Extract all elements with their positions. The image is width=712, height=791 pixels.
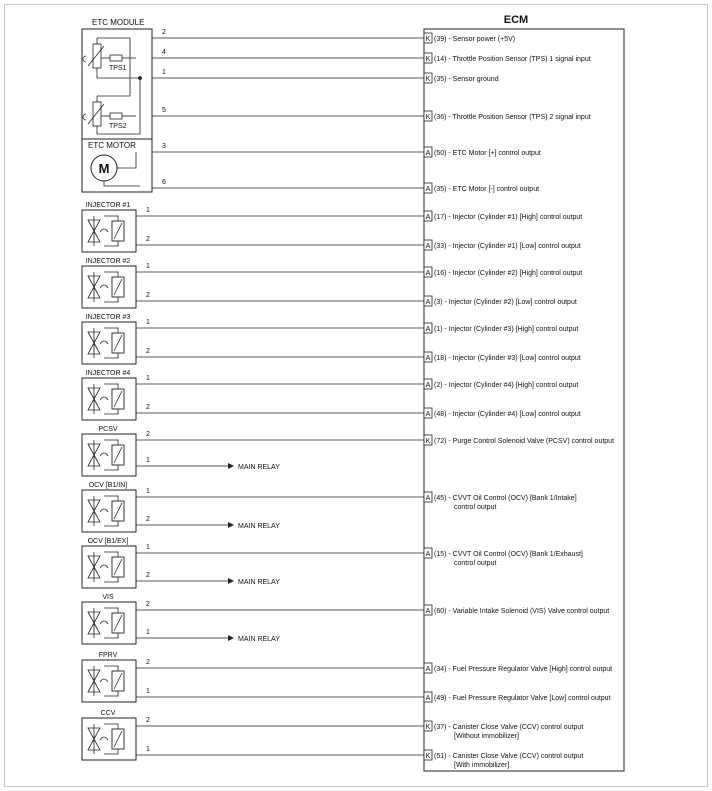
pin-number: 6	[162, 179, 166, 186]
coil-lead	[104, 496, 118, 501]
coil-diagonal	[114, 335, 122, 351]
curved-arrow-icon	[100, 453, 108, 456]
pin-number: 2	[146, 717, 150, 724]
solenoid-component	[82, 710, 136, 760]
ecm-pin-label: (2) - Injector (Cylinder #4) [High] control output	[434, 382, 579, 389]
connector-letter: K	[425, 36, 431, 43]
pin-number: 1	[162, 69, 166, 76]
ecm-pin-label: (72) - Purge Control Solenoid Valve (PCSV) control output	[434, 438, 615, 445]
coil-lead	[104, 241, 118, 246]
curved-arrow-icon	[100, 565, 108, 568]
connector-letter: A	[425, 695, 431, 702]
connector-letter: K	[425, 76, 431, 83]
pin-number: 2	[146, 659, 150, 666]
arrow-right-icon	[228, 463, 234, 469]
component-label: OCV [B1/EX]	[87, 538, 129, 545]
connector-letter: A	[425, 666, 431, 673]
coil-diagonal	[114, 279, 122, 295]
etc-module-title: ETC MODULE	[92, 18, 145, 27]
connector-letter: A	[425, 551, 431, 558]
ecm-pin-label: (37) - Canister Close Valve (CCV) control output	[434, 724, 584, 731]
connector-letter: A	[425, 150, 431, 157]
coil-lead	[104, 328, 118, 333]
coil-diagonal	[114, 223, 122, 239]
pin-number: 2	[162, 29, 166, 36]
main-relay-wire	[136, 629, 280, 643]
ecm-pin-label: (60) - Variable Intake Solenoid (VIS) Valve control output	[434, 608, 610, 615]
tps1-sensor	[83, 38, 127, 78]
main-relay-label: MAIN RELAY	[238, 636, 280, 643]
main-relay-label: MAIN RELAY	[238, 464, 280, 471]
ecm-pin-label: (48) - Injector (Cylinder #4) [Low] control output	[434, 411, 581, 418]
solenoid-component	[82, 202, 136, 252]
pin-number: 2	[146, 431, 150, 438]
curved-arrow-icon	[100, 397, 108, 400]
coil-diagonal	[114, 447, 122, 463]
connector-letter: A	[425, 214, 431, 221]
pin-number: 1	[146, 319, 150, 326]
pin-number: 2	[146, 601, 150, 608]
arrow-right-icon	[228, 578, 234, 584]
coil-diagonal	[114, 673, 122, 689]
coil-diagonal	[114, 615, 122, 631]
ecm-title: ECM	[503, 14, 529, 26]
component-label: INJECTOR #3	[85, 314, 131, 321]
etc-motor-title: ETC MOTOR	[88, 141, 136, 150]
solenoid-component	[82, 370, 136, 420]
ecm-pin-label: (15) - CVVT Oil Control (OCV) [Bank 1/Exhaust]	[434, 551, 583, 558]
ecm-pin-label: (50) - ETC Motor [+] control output	[434, 150, 541, 157]
ecm-pin-label: (49) - Fuel Pressure Regulator Valve [Low] control output	[434, 695, 611, 702]
ecm-pin-label: (51) - Canister Close Valve (CCV) control output	[434, 753, 584, 760]
connector-letter: K	[425, 56, 431, 63]
coil-lead	[104, 577, 118, 582]
component-label: INJECTOR #2	[85, 258, 131, 265]
connector-letter: A	[425, 382, 431, 389]
pin-number: 1	[146, 263, 150, 270]
curved-arrow-icon	[100, 737, 108, 740]
tps2-label: TPS2	[109, 123, 127, 130]
main-relay-label: MAIN RELAY	[238, 579, 280, 586]
coil-lead	[104, 440, 118, 445]
tps2-sensor	[83, 96, 127, 134]
component-label: FPRV	[98, 652, 118, 659]
motor-symbol: M	[98, 161, 110, 176]
ecm-pin-label: (45) - CVVT Oil Control (OCV) [Bank 1/Intake]	[434, 495, 577, 502]
component-label: INJECTOR #1	[85, 202, 131, 209]
connector-letter: A	[425, 608, 431, 615]
pin-number: 1	[146, 688, 150, 695]
component-layer	[82, 202, 280, 760]
pin-number: 1	[146, 457, 150, 464]
ecm-pin-label-cont: control output	[454, 504, 497, 511]
pin-number: 2	[146, 292, 150, 299]
component-label: VIS	[102, 594, 114, 601]
coil-lead	[104, 409, 118, 414]
ecm-pin-label: (36) - Throttle Position Sensor (TPS) 2 signal input	[434, 114, 591, 121]
pin-number: 3	[162, 143, 166, 150]
main-relay-label: MAIN RELAY	[238, 523, 280, 530]
coil-lead	[104, 465, 118, 470]
solenoid-component	[82, 538, 136, 588]
curved-arrow-icon	[100, 621, 108, 624]
curved-arrow-icon	[100, 341, 108, 344]
solenoid-component	[82, 314, 136, 364]
ecm-pin-label: (16) - Injector (Cylinder #2) [High] control output	[434, 270, 583, 277]
ecm-pin-label: (34) - Fuel Pressure Regulator Valve [High] control output	[434, 666, 613, 673]
coil-lead	[104, 384, 118, 389]
connector-letter: K	[425, 114, 431, 121]
ecm-pin-label: (17) - Injector (Cylinder #1) [High] control output	[434, 214, 583, 221]
ecm-pin-label: (39) - Sensor power (+5V)	[434, 36, 516, 43]
connector-letter: A	[425, 186, 431, 193]
component-label: OCV [B1/IN]	[88, 482, 128, 489]
connector-letter: A	[425, 411, 431, 418]
solenoid-component	[82, 652, 136, 702]
component-label: INJECTOR #4	[85, 370, 131, 377]
etc-internal-wiring	[97, 38, 142, 134]
coil-lead	[104, 353, 118, 358]
connector-letter: A	[425, 495, 431, 502]
component-label: PCSV	[98, 426, 118, 433]
coil-lead	[104, 691, 118, 696]
ecm-pin-label-cont: control output	[454, 560, 497, 567]
pin-number: 5	[162, 107, 166, 114]
arrow-right-icon	[228, 635, 234, 641]
pin-number: 1	[146, 544, 150, 551]
component-label: CCV	[100, 710, 116, 717]
pin-number: 2	[146, 516, 150, 523]
coil-diagonal	[114, 391, 122, 407]
connector-letter: A	[425, 299, 431, 306]
main-relay-wire	[136, 516, 280, 530]
motor-wiring-2	[104, 181, 140, 186]
tps1-label: TPS1	[109, 65, 127, 72]
pin-number: 1	[146, 375, 150, 382]
connector-letter: K	[425, 438, 431, 445]
coil-diagonal	[114, 731, 122, 747]
ecm-pin-label: (35) - Sensor ground	[434, 76, 499, 83]
coil-lead	[104, 608, 118, 613]
connector-letter: A	[425, 355, 431, 362]
curved-arrow-icon	[100, 679, 108, 682]
ecm-pin-label: (33) - Injector (Cylinder #1) [Low] control output	[434, 243, 581, 250]
ecm-pin-label: (1) - Injector (Cylinder #3) [High] control output	[434, 326, 579, 333]
ecm-pin-label: (18) - Injector (Cylinder #3) [Low] control output	[434, 355, 581, 362]
solenoid-component	[82, 426, 136, 476]
solenoid-component	[82, 258, 136, 308]
coil-lead	[104, 552, 118, 557]
pin-number: 2	[146, 236, 150, 243]
pin-number: 2	[146, 404, 150, 411]
coil-diagonal	[114, 559, 122, 575]
connector-letter: K	[425, 753, 431, 760]
pin-number: 2	[146, 348, 150, 355]
pin-number: 4	[162, 49, 166, 56]
solenoid-component	[82, 594, 136, 644]
curved-arrow-icon	[100, 229, 108, 232]
connector-letter: A	[425, 243, 431, 250]
curved-arrow-icon	[100, 509, 108, 512]
connector-letter: A	[425, 326, 431, 333]
pin-number: 1	[146, 746, 150, 753]
ecm-pin-label-cont: [With immobilizer]	[454, 762, 510, 769]
pin-number: 1	[146, 207, 150, 214]
arrow-right-icon	[228, 522, 234, 528]
solenoid-component	[82, 482, 136, 532]
ecm-pin-label-cont: [Without immobilizer]	[454, 733, 519, 740]
motor-wiring	[117, 152, 136, 168]
ecm-pin-label: (14) - Throttle Position Sensor (TPS) 1 signal input	[434, 56, 591, 63]
pin-number: 2	[146, 572, 150, 579]
coil-lead	[104, 216, 118, 221]
main-relay-wire	[136, 572, 280, 586]
ecm-pin-label: (35) - ETC Motor [-] control output	[434, 186, 540, 193]
coil-diagonal	[114, 503, 122, 519]
connector-letter: K	[425, 724, 431, 731]
coil-lead	[104, 724, 118, 729]
connector-letter: A	[425, 270, 431, 277]
ecm-box	[424, 29, 624, 771]
coil-lead	[104, 633, 118, 638]
curved-arrow-icon	[100, 285, 108, 288]
pin-number: 1	[146, 629, 150, 636]
ecm-pin-label: (3) - Injector (Cylinder #2) [Low] control output	[434, 299, 577, 306]
coil-lead	[104, 272, 118, 277]
pin-number: 1	[146, 488, 150, 495]
main-relay-wire	[136, 457, 280, 471]
coil-lead	[104, 666, 118, 671]
coil-lead	[104, 297, 118, 302]
coil-lead	[104, 749, 118, 754]
coil-lead	[104, 521, 118, 526]
